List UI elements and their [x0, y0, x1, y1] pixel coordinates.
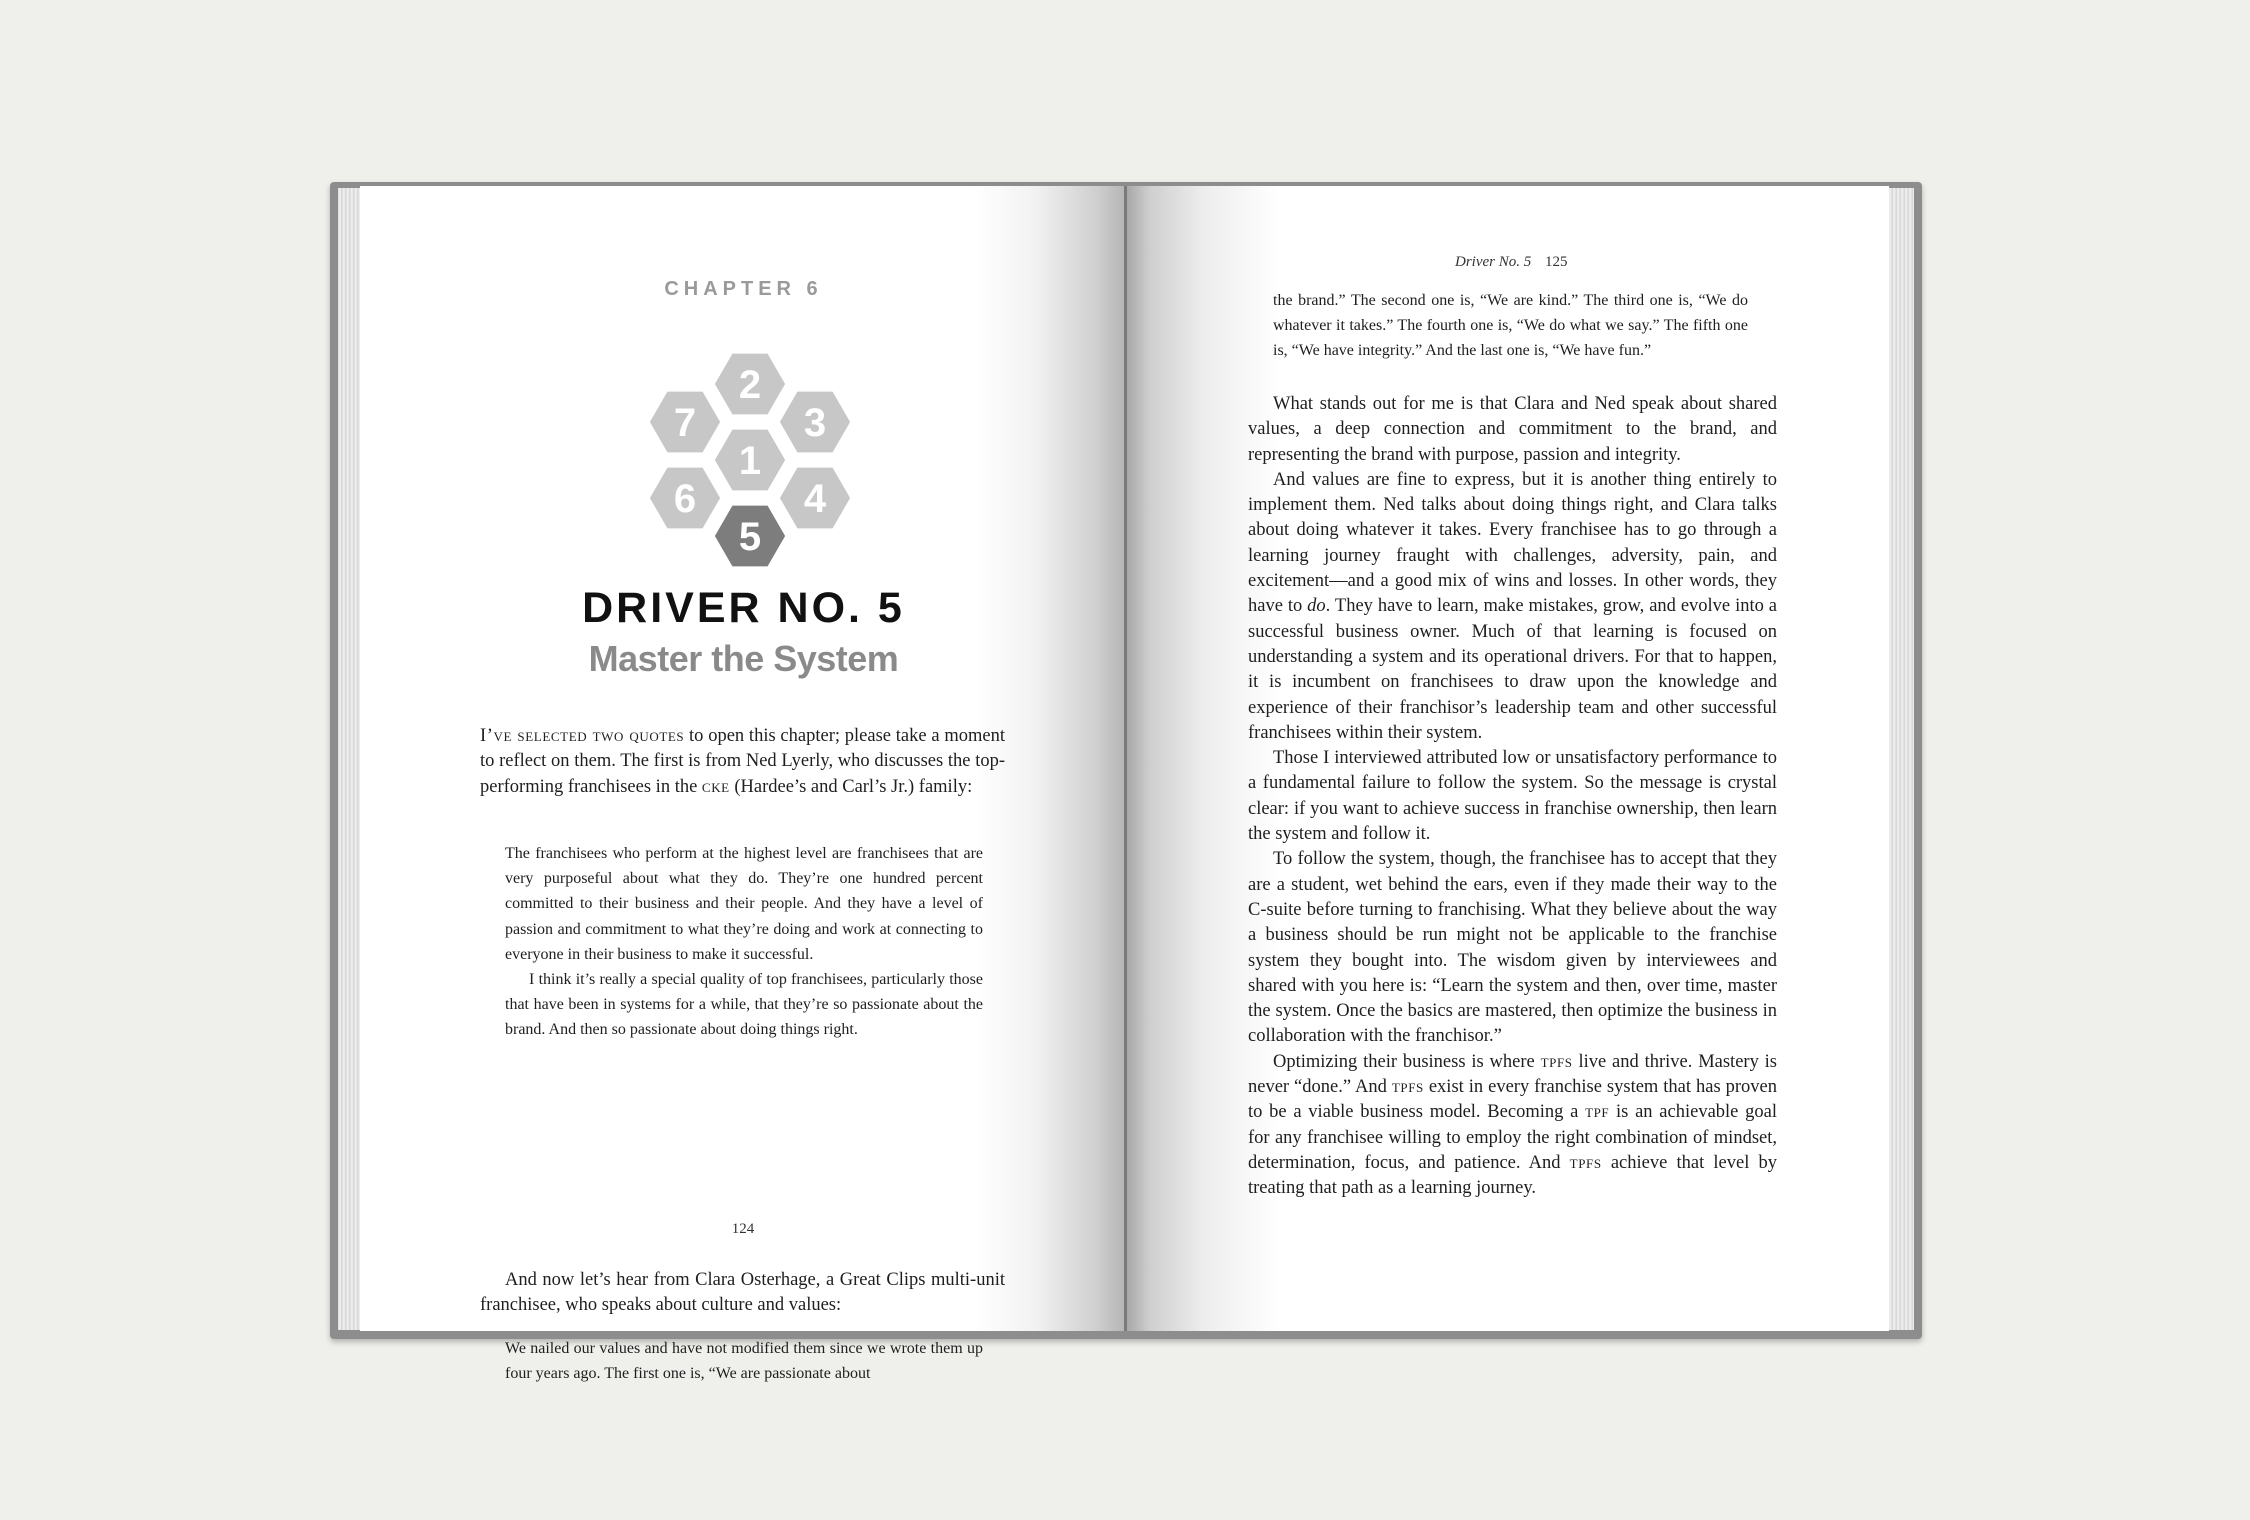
- paragraph-2: [1248, 468, 1777, 746]
- abbr-tpfs-1: tpfs: [1540, 1051, 1573, 1072]
- running-head: [1455, 254, 1568, 271]
- abbr-tpfs-3: tpfs: [1569, 1152, 1602, 1173]
- hex-number: 4: [803, 477, 827, 521]
- hex-badge-4: [777, 465, 853, 531]
- hex-number: 7: [673, 401, 697, 445]
- quote-ned-p1: The franchisees who perform at the highest level are franchisees that are very purposeful about what they do. They’re one hundred percent committed to their business and their people. And they have a level of passion and commitment to what they’re doing and work at connecting to everyone in their business to make it successful.: [505, 845, 983, 963]
- quote-clara-cont-text: the brand.” The second one is, “We are kind.” The third one is, “We do whatever it takes.” The fourth one is, “We do what we say.” The fifth one is, “We have integrity.” And the last one is, “We have fun.”: [1273, 292, 1748, 359]
- driver-subtitle: Master the System: [588, 638, 899, 679]
- running-head-title: Driver No. 5: [1455, 254, 1532, 270]
- intro-abbr: cke: [701, 776, 730, 797]
- paragraph-3: Those I interviewed attributed low or unsatisfactory performance to a fundamental failure to follow the system. So the message is crystal clear: if you want to achieve success in franchise ownership, then learn the system and follow it.: [1248, 748, 1777, 845]
- paragraph-2a: And values are fine to express, but it is another thing entirely to implement them. Ned talks about doing things right, and Clara talks about doing whatever it takes. Every franchisee has to go through a learning journey fraught with challenges, adversity, pain, and excitement—and a good mix of wins and losses. In other words, they have to: [1248, 469, 1777, 617]
- paragraph-4: To follow the system, though, the franchisee has to accept that they are a student, wet behind the ears, even if they made their way to the C-suite before turning to franchising. What they believe about the way a business should be run might not be applicable to the franchise system they bought into. The wisdom given by interviewees and shared with you here is: “Learn the system and then, over time, master the system. Once the basics are mastered, then optimize the business in collaboration with the franchisor.”: [1248, 849, 1777, 1047]
- page-number-left: 124: [731, 1221, 755, 1237]
- abbr-tpf: tpf: [1585, 1102, 1610, 1123]
- quote-ned: [505, 841, 983, 1043]
- paragraph-1: What stands out for me is that Clara and Ned speak about shared values, a deep connection and commitment to the brand, and representing the brand with purpose, passion and integrity.: [1248, 394, 1777, 465]
- page-edges-right: [1888, 188, 1914, 1330]
- hex-badge-1: [712, 427, 788, 493]
- driver-hexagon-graphic: [635, 346, 865, 566]
- quote-clara-continued: [1273, 289, 1748, 363]
- paragraph-5b: live and thrive. Mastery is never “done.” And: [1248, 1051, 1777, 1098]
- quote-clara-start: [505, 1336, 983, 1386]
- paragraph-5d: is an achievable goal for any franchisee willing to employ the right combination of mindset, determination, focus, and patience. And: [1248, 1102, 1777, 1173]
- left-page: [360, 186, 1127, 1383]
- transition-paragraph: [480, 1268, 1005, 1319]
- quote-ned-p2: I think it’s really a special quality of top franchisees, particularly those that have been in systems for a while, that they’re so passionate about the brand. And then so passionate about doing things right.: [505, 971, 983, 1039]
- intro-smallcaps: I’ve selected two quotes: [480, 726, 685, 746]
- paragraph-5c: exist in every franchise system that has proven to be a viable business model. Becoming a: [1248, 1077, 1777, 1123]
- hex-number: 1: [738, 439, 762, 483]
- paragraph-5a: Optimizing their business is where: [1273, 1051, 1541, 1072]
- hex-number: 3: [803, 401, 827, 445]
- hex-badge-5: [712, 503, 788, 569]
- paragraph-2b: . They have to learn, make mistakes, grow, and evolve into a successful business owner. Much of that learning is focused on understanding a system and its operational drivers. For that to happen, it is incumbent on franchisees to draw upon the knowledge and experience of their franchisor’s leadership team and other successful franchisees within their system.: [1248, 596, 1777, 743]
- paragraph-5: [1248, 1050, 1777, 1202]
- intro-paragraph: [480, 724, 1005, 800]
- hex-number: 6: [673, 477, 697, 521]
- paragraph-2-italic: do: [1307, 596, 1326, 617]
- chapter-label: CHAPTER 6: [664, 278, 823, 300]
- body-text-right: [1248, 392, 1777, 1202]
- driver-title: DRIVER NO. 5: [582, 584, 905, 632]
- hex-badge-3: [777, 389, 853, 455]
- abbr-tpfs-2: tpfs: [1391, 1077, 1424, 1098]
- hex-number: 2: [738, 363, 762, 407]
- hex-badge-7: [647, 389, 723, 455]
- hexagon-cluster-icon: [635, 346, 865, 566]
- hex-badge-6: [647, 465, 723, 531]
- quote-clara-start-text: We nailed our values and have not modified them since we wrote them up four years ago. The first one is, “We are passionate about: [505, 1340, 983, 1383]
- transition-text: And now let’s hear from Clara Osterhage, a Great Clips multi-unit franchisee, who speaks about culture and values:: [480, 1270, 1005, 1316]
- hex-badge-2: [712, 351, 788, 417]
- intro-text: to open this chapter; please take a moment to reflect on them. The first is from Ned Lyerly, who discusses the top-performing franchisees in the: [480, 726, 1005, 797]
- paragraph-5e: achieve that level by treating that path as a learning journey.: [1248, 1152, 1777, 1199]
- intro-text-after: (Hardee’s and Carl’s Jr.) family:: [729, 776, 973, 797]
- right-page: [1127, 186, 1889, 1331]
- hex-number: 5: [738, 515, 762, 559]
- page-number-right: 125: [1545, 254, 1568, 270]
